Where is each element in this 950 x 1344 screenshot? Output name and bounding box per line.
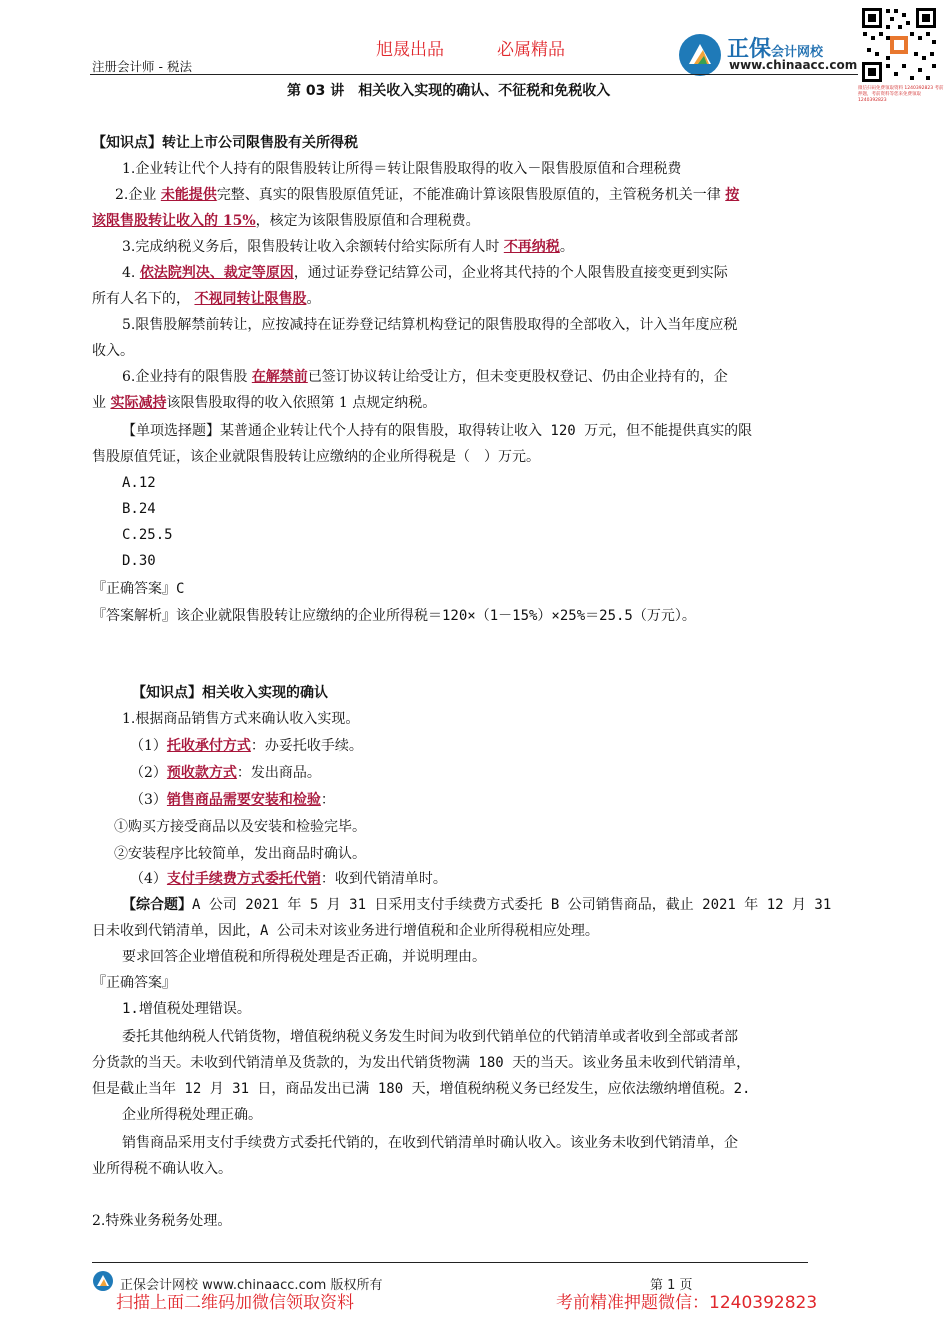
q2-answer-6: 销售商品采用支付手续费方式委托代销的，在收到代销清单时确认收入。该业务未收到代销清单，企 bbox=[122, 1135, 738, 1151]
q1-answer: 『正确答案』C bbox=[92, 581, 185, 597]
q2-answer-7: 业所得税不确认收入。 bbox=[92, 1161, 232, 1177]
s1-point-3: 3.完成纳税义务后，限售股转让收入余额转付给实际所有人时 不再纳税。 bbox=[122, 239, 574, 255]
s2-sub-1: ①购买方接受商品以及安装和检验完毕。 bbox=[114, 819, 366, 835]
header-divider bbox=[90, 74, 858, 75]
s2-item-2: （2）预收款方式：发出商品。 bbox=[130, 765, 321, 781]
breadcrumb: 注册会计师 - 税法 bbox=[92, 59, 192, 74]
q2-stem-line3: 要求回答企业增值税和所得税处理是否正确，并说明理由。 bbox=[122, 949, 486, 965]
q1-stem-line1: 【单项选择题】某普通企业转让代个人持有的限售股，取得转让收入 120 万元，但不能提供真实的限 bbox=[122, 423, 753, 439]
footer-brand: 正保会计网校 www.chinaacc.com 版权所有 bbox=[120, 1278, 383, 1293]
s1-point-2-cont: 该限售股转让收入的 15%，核定为该限售股原值和合理税费。 bbox=[92, 213, 480, 229]
footer-promo-right: 考前精准押题微信：1240392823 bbox=[556, 1293, 818, 1313]
s1-point-5-cont: 收入。 bbox=[92, 343, 134, 359]
s1-point-4: 4. 依法院判决、裁定等原因，通过证券登记结算公司，企业将其代持的个人限售股直接变更到实际 bbox=[122, 265, 728, 281]
q1-stem-line2: 售股原值凭证，该企业就限售股转让应缴纳的企业所得税是（ ）万元。 bbox=[92, 449, 540, 465]
logo-url: www.chinaacc.com bbox=[729, 58, 858, 72]
s1-point-6-cont: 业 实际减持该限售股取得的收入依照第 1 点规定纳税。 bbox=[92, 395, 437, 411]
s2-item-3: （3）销售商品需要安装和检验： bbox=[130, 792, 335, 808]
logo-emblem-icon bbox=[679, 34, 721, 76]
page-number: 第 1 页 bbox=[650, 1278, 693, 1293]
qr-note: 微信扫码免费领取资料 1240392823 考前押题，考前资料等您来免费领取 1240392823 bbox=[858, 86, 944, 103]
s1-point-6: 6.企业持有的限售股 在解禁前已签订协议转让给受让方，但未变更股权登记、仍由企业持有的，企 bbox=[122, 369, 728, 385]
q1-analysis: 『答案解析』该企业就限售股转让应缴纳的企业所得税＝120×（1－15%）×25%＝25.5（万元）。 bbox=[92, 608, 696, 624]
footer-logo-icon bbox=[92, 1270, 114, 1292]
q2-answer-3: 分货款的当天。未收到代销清单及货款的，为发出代销货物满 180 天的当天。该业务虽未收到代销清单， bbox=[92, 1055, 751, 1071]
s1-point-5: 5.限售股解禁前转让，应按减持在证券登记结算机构登记的限售股取得的全部收入，计入当年度应税 bbox=[122, 317, 738, 333]
footer-promo-left: 扫描上面二维码加微信领取资料 bbox=[116, 1293, 354, 1313]
section2-heading: 【知识点】相关收入实现的确认 bbox=[132, 685, 328, 701]
header-tagline-left: 旭晟出品 bbox=[376, 40, 444, 60]
q1-option-c: C.25.5 bbox=[122, 527, 173, 543]
footer-divider bbox=[92, 1262, 808, 1263]
q2-stem-line1: 【综合题】A 公司 2021 年 5 月 31 日采用支付手续费方式委托 B 公司销售商品，截止 2021 年 12 月 31 bbox=[122, 897, 832, 913]
qr-code bbox=[860, 6, 938, 84]
q2-answer-label: 『正确答案』 bbox=[92, 975, 176, 991]
s2-sub-2: ②安装程序比较简单，发出商品时确认。 bbox=[114, 846, 366, 862]
section1-heading: 【知识点】转让上市公司限售股有关所得税 bbox=[92, 135, 358, 151]
s1-point-1: 1.企业转让代个人持有的限售股转让所得＝转让限售股取得的收入－限售股原值和合理税费 bbox=[122, 161, 682, 177]
lecture-title: 第 03 讲 相关收入实现的确认、不征税和免税收入 bbox=[287, 83, 611, 99]
q2-answer-1: 1.增值税处理错误。 bbox=[122, 1001, 251, 1017]
q1-option-b: B.24 bbox=[122, 501, 156, 517]
brand-logo[interactable] bbox=[679, 30, 859, 78]
q2-answer-5: 企业所得税处理正确。 bbox=[122, 1107, 262, 1123]
logo-text: 正保会计网校 bbox=[727, 37, 824, 62]
header-tagline-right: 必属精品 bbox=[497, 40, 565, 60]
s1-point-2: 2.企业 未能提供完整、真实的限售股原值凭证，不能准确计算该限售股原值的，主管税务机关一律 按 bbox=[115, 187, 740, 203]
q2-stem-line2: 日未收到代销清单，因此，A 公司未对该业务进行增值税和企业所得税相应处理。 bbox=[92, 923, 599, 939]
s2-item-1: （1）托收承付方式：办妥托收手续。 bbox=[130, 738, 363, 754]
s2-intro: 1.根据商品销售方式来确认收入实现。 bbox=[122, 711, 360, 727]
q1-option-a: A.12 bbox=[122, 475, 156, 491]
q2-answer-4: 但是截止当年 12 月 31 日，商品发出已满 180 天，增值税纳税义务已经发生，应依法缴纳增值税。2. bbox=[92, 1081, 751, 1097]
q1-option-d: D.30 bbox=[122, 553, 156, 569]
s2-item-4: （4）支付手续费方式委托代销：收到代销清单时。 bbox=[130, 871, 447, 887]
q2-answer-2: 委托其他纳税人代销货物，增值税纳税义务发生时间为收到代销单位的代销清单或者收到全部或者部 bbox=[122, 1029, 738, 1045]
section3-heading: 2.特殊业务税务处理。 bbox=[92, 1213, 232, 1229]
s1-point-4-cont: 所有人名下的， 不视同转让限售股。 bbox=[92, 291, 321, 307]
